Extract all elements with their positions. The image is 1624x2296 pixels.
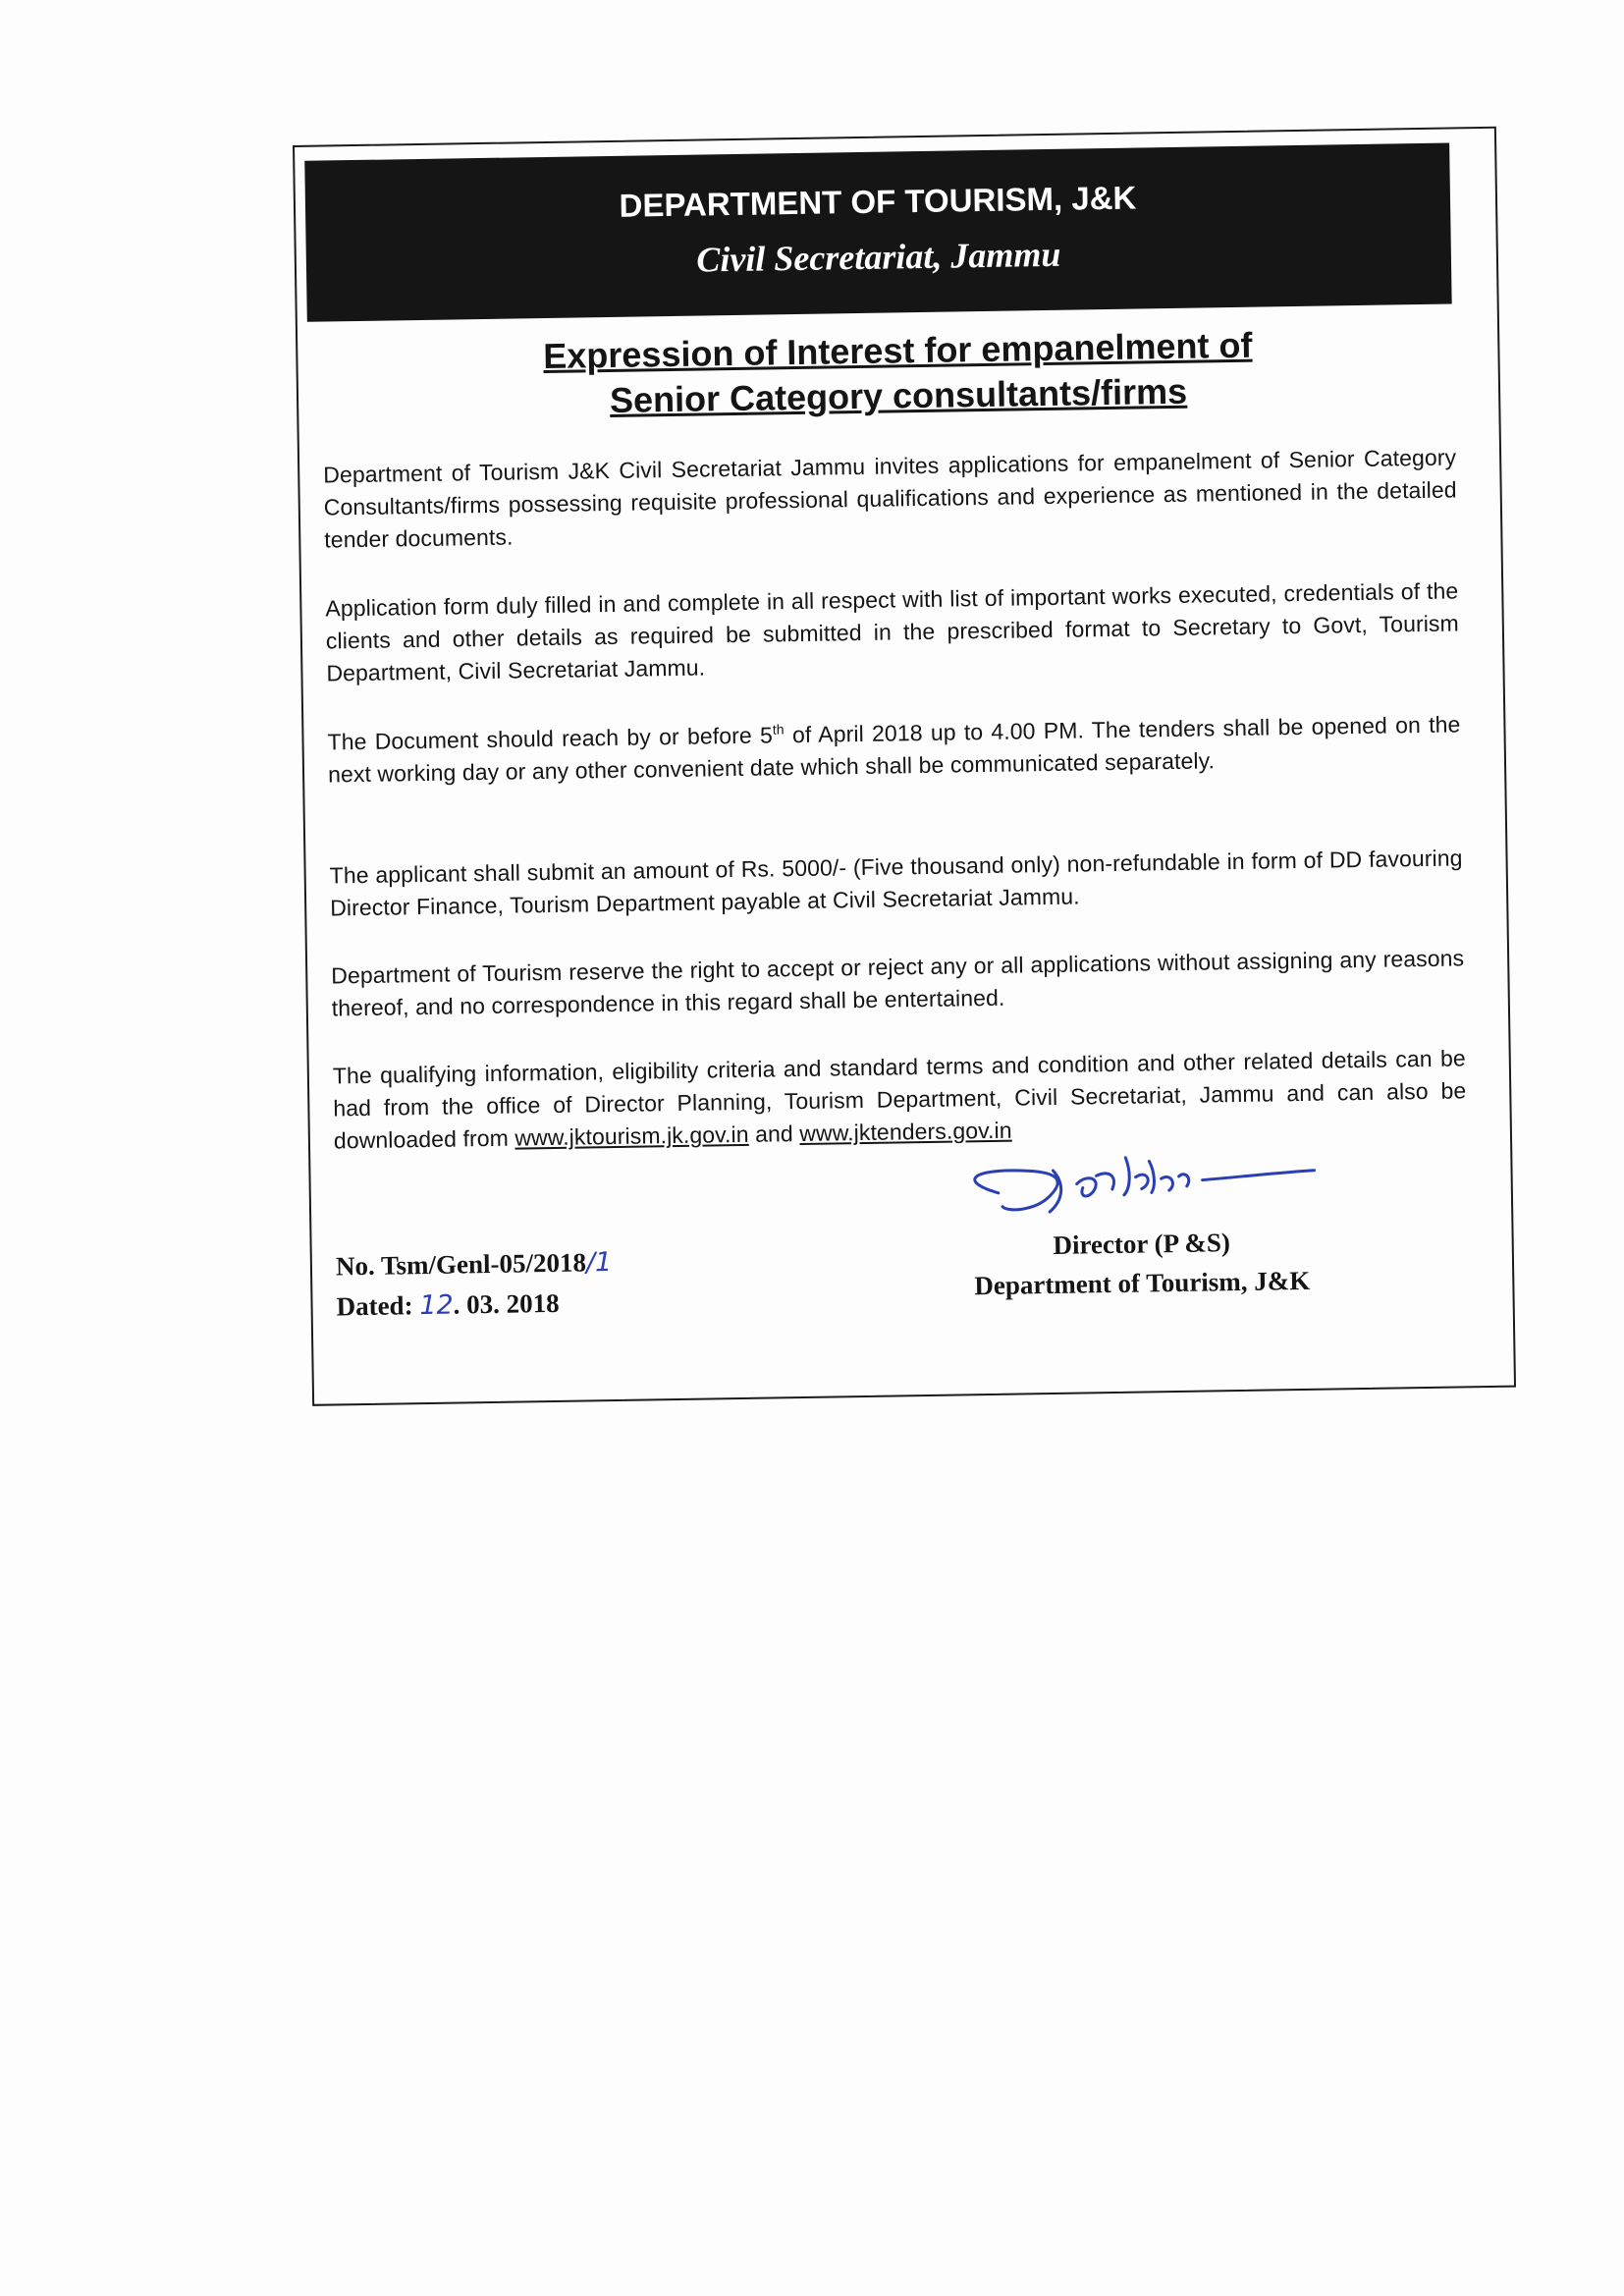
department-name: DEPARTMENT OF TOURISM, J&K (619, 179, 1137, 224)
date-rest: . 03. 2018 (453, 1287, 560, 1320)
date-day-handwritten: 12 (419, 1289, 454, 1322)
signatory-department: Department of Tourism, J&K (974, 1265, 1311, 1301)
deadline-text-end: of April 2018 up to 4.00 PM. The tenders shall be opened on the next working day or any other convenient date which shall be communicated separately. (327, 711, 1461, 788)
header-band (304, 142, 1451, 321)
handwritten-signature (939, 1136, 1372, 1231)
paragraph-rights: Department of Tourism reserve the right to accept or reject any or all applications without assigning any reasons thereof, and no correspondence in this regard shall be entertained. (331, 945, 1465, 1021)
reference-block (336, 1242, 614, 1327)
title-line-1: Expression of Interest for empanelment of (543, 324, 1253, 377)
paragraph-deadline (327, 708, 1461, 791)
paragraph-fee: The applicant shall submit an amount of Rs. 5000/- (Five thousand only) non-refundable in form of DD favouring Director Finance, Tourism Department payable at Civil Secretariat Jammu. (329, 845, 1463, 921)
tourism-website-link[interactable]: www.jktourism.jk.gov.in (514, 1121, 749, 1151)
paragraph-submission: Application form duly filled in and complete in all respect with list of important works executed, credentials of the clients and other details as required be submitted in the prescribed format to Secretary to Govt, Tourism Department, Civil Secretariat Jammu. (325, 577, 1459, 686)
information-text: The qualifying information, eligibility criteria and standard terms and condition and other related details can be had from the office of Director Planning, Tourism Department, Civil Secretariat, Jammu and can also be downloaded from (332, 1045, 1467, 1154)
tenders-website-link[interactable]: www.jktenders.gov.in (799, 1117, 1012, 1147)
deadline-text-start: The Document should reach by or before 5 (327, 722, 774, 755)
reference-number (336, 1242, 613, 1286)
notice-title (298, 319, 1498, 428)
signatory-designation: Director (P &S) (1053, 1228, 1231, 1260)
deadline-superscript: th (772, 721, 785, 738)
notice-frame (293, 127, 1516, 1406)
office-name: Civil Secretariat, Jammu (696, 234, 1061, 280)
signatory-block (920, 1221, 1363, 1306)
paragraph-invitation: Department of Tourism J&K Civil Secretariat Jammu invites applications for empanelment of Senior Category Consultants/firms possessing requisite professional qualifications and experience as mentioned in the detailed tender documents. (323, 444, 1457, 553)
dated-label: Dated: (336, 1290, 413, 1322)
title-line-2: Senior Category consultants/firms (609, 370, 1188, 420)
information-and: and (748, 1121, 800, 1147)
reference-number-text: No. Tsm/Genl-05/2018 (335, 1247, 587, 1282)
reference-date (336, 1283, 613, 1327)
reference-number-handwritten: /1 (585, 1247, 613, 1279)
